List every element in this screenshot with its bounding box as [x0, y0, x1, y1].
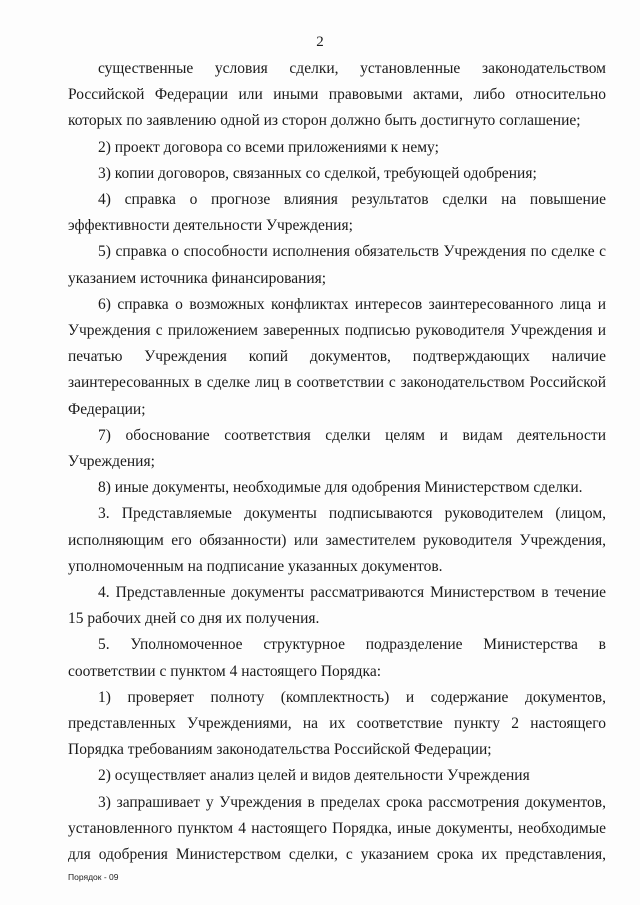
- clause-4: 4. Представленные документы рассматриваются Министерством в течение 15 рабочих дней со дня их получения.: [68, 584, 606, 628]
- list-item-8: 8) иные документы, необходимые для одобрения Министерством сделки.: [98, 479, 583, 497]
- clause-5-item-2: 2) осуществляет анализ целей и видов деятельности Учреждения: [98, 767, 530, 785]
- document-body: [68, 56, 606, 868]
- clause-5: 5. Уполномоченное структурное подразделение Министерства в соответствии с пунктом 4 настоящего Порядка:: [68, 636, 606, 680]
- clause-3: 3. Представляемые документы подписываются руководителем (лицом, исполняющим его обязанности) или заместителем руководителя Учреждения, уполномоченным на подписание указанных документов.: [68, 505, 606, 575]
- list-item-6: 6) справка о возможных конфликтах интересов заинтересованного лица и Учреждения с приложением заверенных подписью руководителя Учреждения и печатью Учреждения копий документов, подтверждающих наличие заинтересованных в сделке лиц в соответствии с законодательством Российской Федерации;: [68, 295, 606, 418]
- paragraph-continuation: существенные условия сделки, установленные законодательством Российской Федерации или иными правовыми актами, либо относительно которых по заявлению одной из сторон должно быть достигнуто соглашение;: [68, 60, 606, 130]
- clause-5-item-1: 1) проверяет полноту (комплектность) и содержание документов, представленных Учреждениями, на их соответствие пункту 2 настоящего Порядка требованиям законодательства Российской Федерации;: [68, 688, 606, 759]
- list-item-3: 3) копии договоров, связанных со сделкой, требующей одобрения;: [98, 164, 537, 182]
- list-item-2: 2) проект договора со всеми приложениями к нему;: [98, 138, 439, 156]
- page-number: 2: [316, 34, 324, 50]
- clause-5-item-3: 3) запрашивает у Учреждения в пределах срока рассмотрения документов, установленного пунктом 4 настоящего Порядка, иные документы, необходимые для одобрения Министерством сделки, с указанием срока их представления,: [68, 793, 606, 864]
- list-item-5: 5) справка о способности исполнения обязательств Учреждения по сделке с указанием источника финансирования;: [68, 243, 606, 287]
- footer-label: Порядок - 09: [68, 872, 119, 882]
- list-item-4: 4) справка о прогнозе влияния результатов сделки на повышение эффективности деятельности Учреждения;: [68, 191, 606, 235]
- list-item-7: 7) обоснование соответствия сделки целям и видам деятельности Учреждения;: [68, 426, 606, 471]
